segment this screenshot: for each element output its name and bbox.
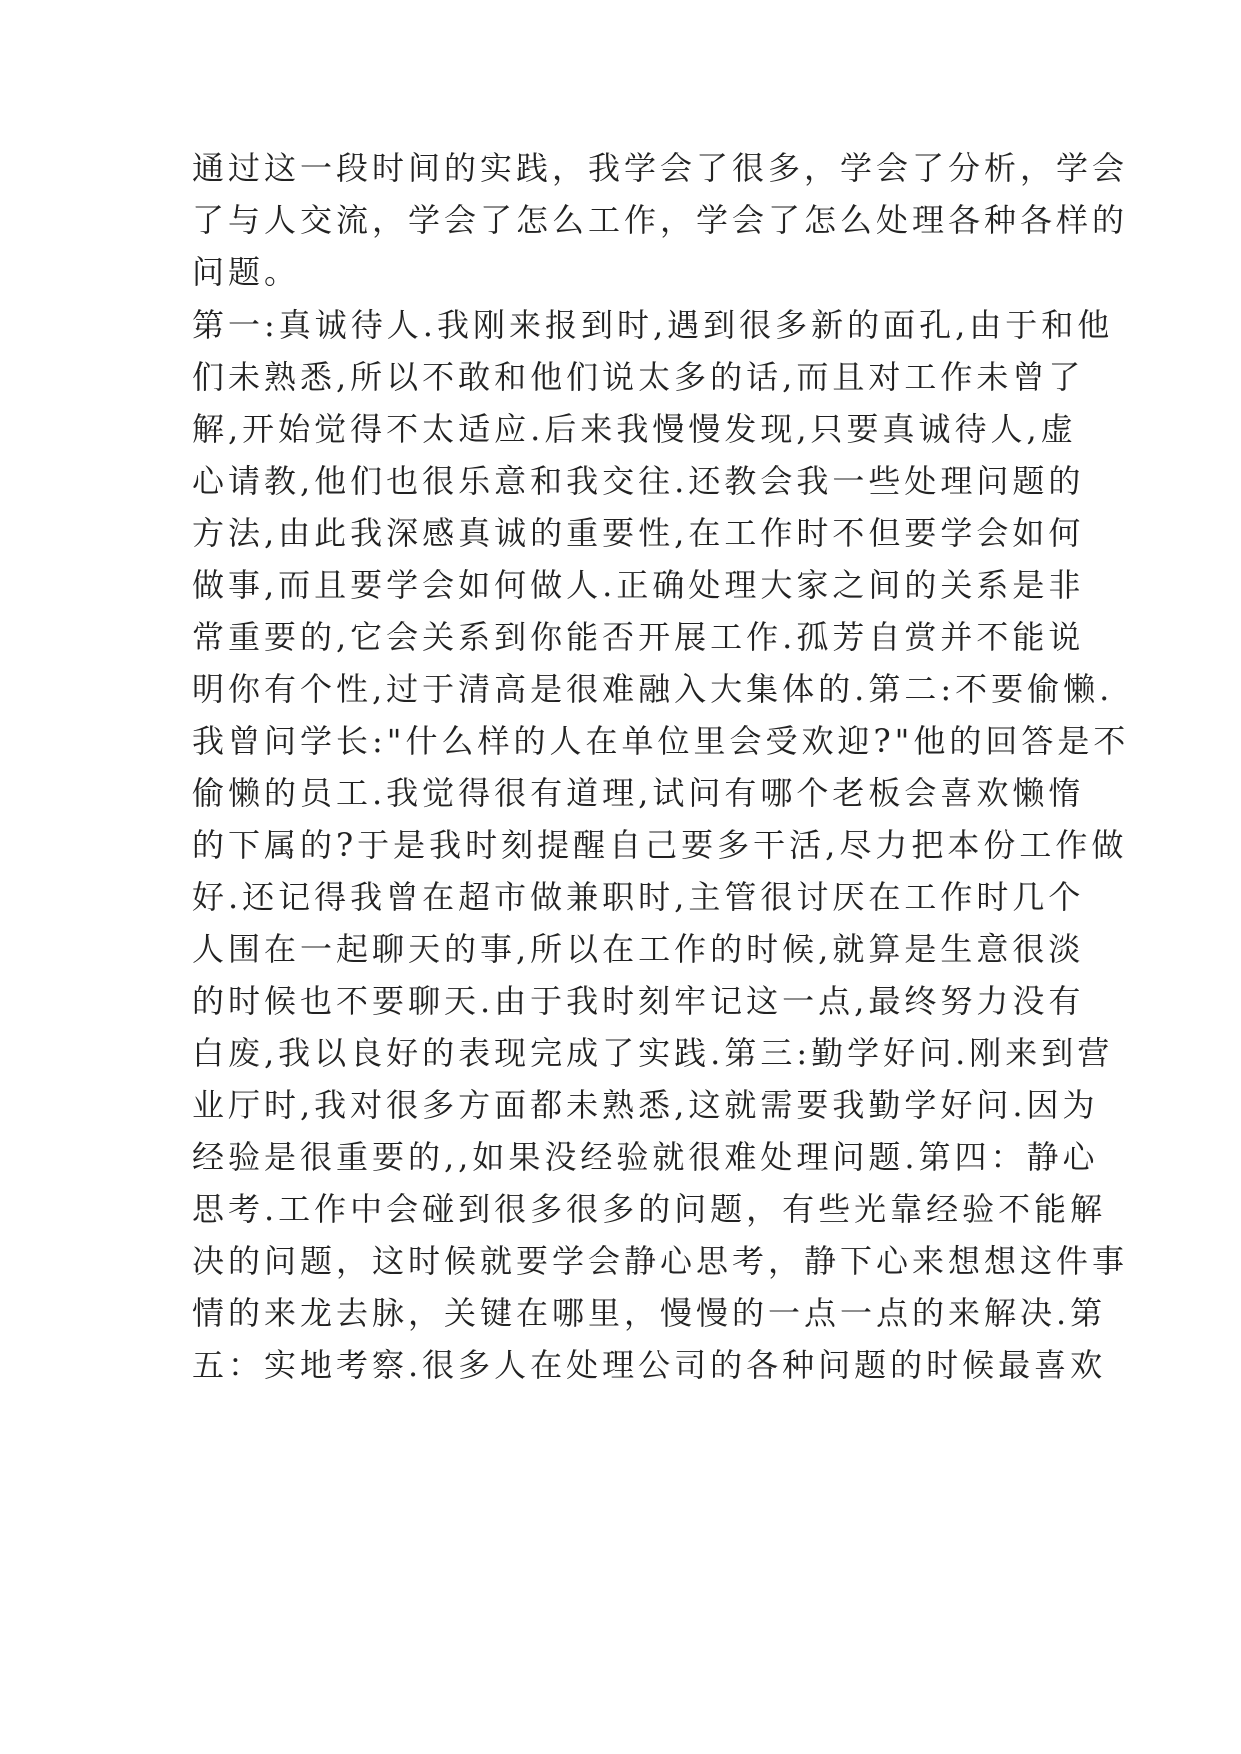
text-line: 们未熟悉,所以不敢和他们说太多的话,而且对工作未曾了 bbox=[192, 358, 1085, 396]
text-line: 思考.工作中会碰到很多很多的问题，有些光靠经验不能解 bbox=[192, 1190, 1107, 1228]
text-line: 情的来龙去脉，关键在哪里，慢慢的一点一点的来解决.第 bbox=[192, 1294, 1107, 1332]
text-line: 经验是很重要的,,如果没经验就很难处理问题.第四：静心 bbox=[192, 1138, 1099, 1176]
text-line: 常重要的,它会关系到你能否开展工作.孤芳自赏并不能说 bbox=[192, 618, 1085, 656]
text-line: 的时候也不要聊天.由于我时刻牢记这一点,最终努力没有 bbox=[192, 982, 1085, 1020]
text-line: 方法,由此我深感真诚的重要性,在工作时不但要学会如何 bbox=[192, 514, 1085, 552]
text-line: 明你有个性,过于清高是很难融入大集体的.第二:不要偷懒. bbox=[192, 670, 1114, 708]
text-line: 我曾问学长:"什么样的人在单位里会受欢迎?"他的回答是不 bbox=[192, 722, 1130, 760]
text-line: 好.还记得我曾在超市做兼职时,主管很讨厌在工作时几个 bbox=[192, 878, 1085, 916]
text-line: 第一:真诚待人.我刚来报到时,遇到很多新的面孔,由于和他 bbox=[192, 306, 1114, 344]
text-line: 通过这一段时间的实践，我学会了很多，学会了分析，学会 bbox=[192, 149, 1129, 187]
text-line: 做事,而且要学会如何做人.正确处理大家之间的关系是非 bbox=[192, 566, 1085, 604]
text-line: 决的问题，这时候就要学会静心思考，静下心来想想这件事 bbox=[192, 1242, 1129, 1280]
text-line: 业厅时,我对很多方面都未熟悉,这就需要我勤学好问.因为 bbox=[192, 1086, 1099, 1124]
text-line: 了与人交流，学会了怎么工作，学会了怎么处理各种各样的 bbox=[192, 201, 1129, 239]
text-line: 心请教,他们也很乐意和我交往.还教会我一些处理问题的 bbox=[192, 462, 1085, 500]
text-line: 人围在一起聊天的事,所以在工作的时候,就算是生意很淡 bbox=[192, 930, 1085, 968]
text-line: 问题。 bbox=[192, 253, 301, 291]
text-line: 白废,我以良好的表现完成了实践.第三:勤学好问.刚来到营 bbox=[192, 1034, 1114, 1072]
text-line: 的下属的?于是我时刻提醒自己要多干活,尽力把本份工作做 bbox=[192, 826, 1128, 864]
text-line: 五：实地考察.很多人在处理公司的各种问题的时候最喜欢 bbox=[192, 1346, 1107, 1384]
text-line: 偷懒的员工.我觉得很有道理,试问有哪个老板会喜欢懒惰 bbox=[192, 774, 1085, 812]
text-line: 解,开始觉得不太适应.后来我慢慢发现,只要真诚待人,虚 bbox=[192, 410, 1077, 448]
